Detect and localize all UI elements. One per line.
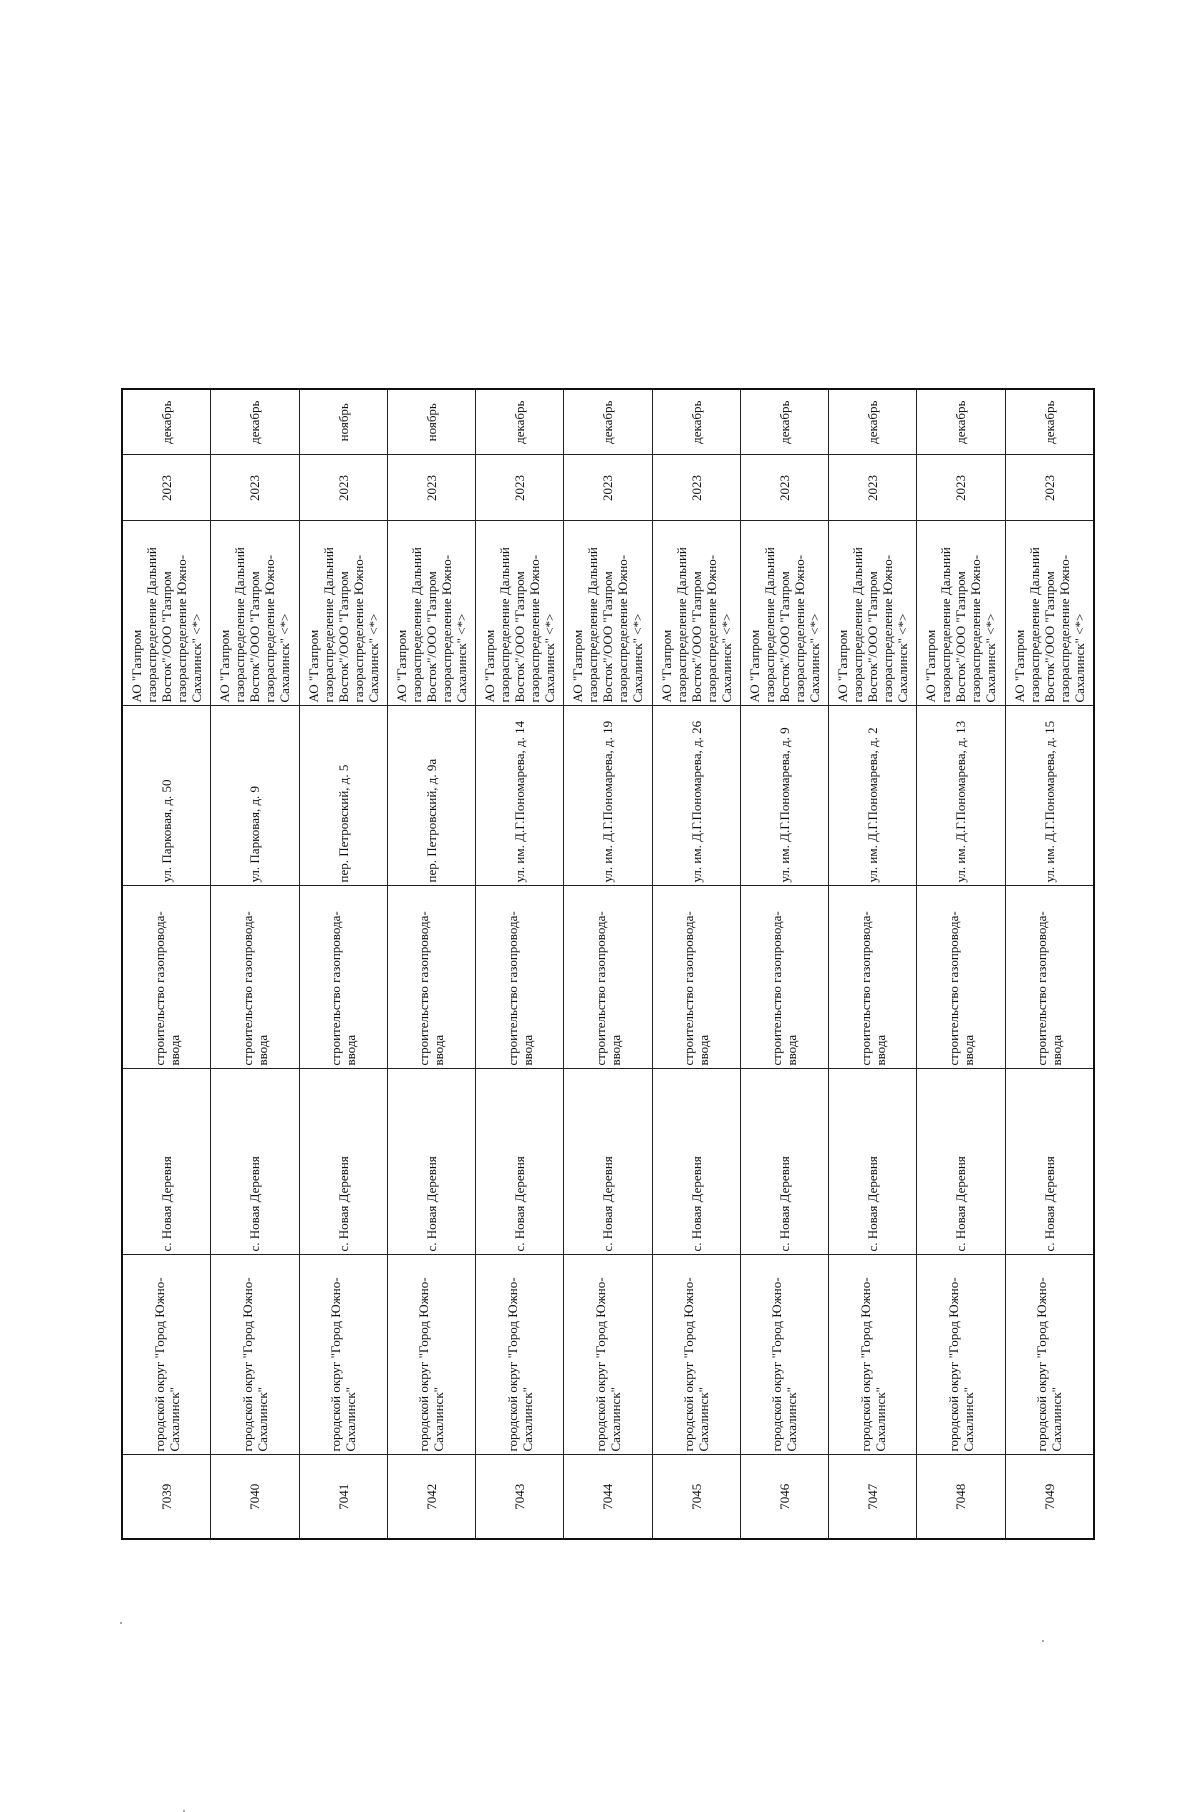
table-body: [122, 389, 1094, 1539]
scan-speck: [1042, 1640, 1044, 1642]
month-cell: декабрь: [829, 389, 917, 455]
row-number: 7044: [564, 1455, 652, 1539]
district-cell: городской округ "Город Южно-Сахалинск": [476, 1255, 564, 1455]
table-row: [211, 389, 299, 1539]
month-cell: декабрь: [122, 389, 211, 455]
row-number: 7039: [122, 1455, 211, 1539]
address-cell: ул. им. Д.Г.Пономарева, д. 26: [652, 706, 740, 886]
operator-cell: АО "Газпром газораспределение Дальний Восток"/ООО "Газпром газораспределение Южно-Сахалинск" <*>: [829, 521, 917, 706]
table-row: [1005, 389, 1094, 1539]
row-number: 7042: [387, 1455, 475, 1539]
table-row: [740, 389, 828, 1539]
locality-cell: с. Новая Деревня: [917, 1069, 1005, 1255]
district-cell: городской округ "Город Южно-Сахалинск": [917, 1255, 1005, 1455]
month-cell: ноябрь: [299, 389, 387, 455]
row-number: 7041: [299, 1455, 387, 1539]
district-cell: городской округ "Город Южно-Сахалинск": [387, 1255, 475, 1455]
address-cell: ул. им. Д.Г.Пономарева, д. 14: [476, 706, 564, 886]
locality-cell: с. Новая Деревня: [476, 1069, 564, 1255]
district-cell: городской округ "Город Южно-Сахалинск": [829, 1255, 917, 1455]
month-cell: декабрь: [564, 389, 652, 455]
operator-cell: АО "Газпром газораспределение Дальний Восток"/ООО "Газпром газораспределение Южно-Сахалинск" <*>: [476, 521, 564, 706]
table-row: [122, 389, 211, 1539]
district-cell: городской округ "Город Южно-Сахалинск": [211, 1255, 299, 1455]
district-cell: городской округ "Город Южно-Сахалинск": [564, 1255, 652, 1455]
address-cell: пер. Петровский, д. 9а: [387, 706, 475, 886]
row-number: 7043: [476, 1455, 564, 1539]
operator-cell: АО "Газпром газораспределение Дальний Восток"/ООО "Газпром газораспределение Южно-Сахалинск" <*>: [387, 521, 475, 706]
table-row: [299, 389, 387, 1539]
locality-cell: с. Новая Деревня: [387, 1069, 475, 1255]
year-cell: 2023: [299, 455, 387, 521]
year-cell: 2023: [122, 455, 211, 521]
district-cell: городской округ "Город Южно-Сахалинск": [299, 1255, 387, 1455]
month-cell: декабрь: [1005, 389, 1094, 455]
month-cell: декабрь: [652, 389, 740, 455]
locality-cell: с. Новая Деревня: [652, 1069, 740, 1255]
work-type-cell: строительство газопровода-ввода: [122, 886, 211, 1069]
year-cell: 2023: [564, 455, 652, 521]
year-cell: 2023: [211, 455, 299, 521]
row-number: 7048: [917, 1455, 1005, 1539]
district-cell: городской округ "Город Южно-Сахалинск": [122, 1255, 211, 1455]
row-number: 7046: [740, 1455, 828, 1539]
year-cell: 2023: [652, 455, 740, 521]
work-type-cell: строительство газопровода-ввода: [740, 886, 828, 1069]
table-row: [387, 389, 475, 1539]
operator-cell: АО "Газпром газораспределение Дальний Восток"/ООО "Газпром газораспределение Южно-Сахалинск" <*>: [917, 521, 1005, 706]
table-row: [917, 389, 1005, 1539]
gas-pipeline-register-table: [121, 388, 1095, 1540]
operator-cell: АО "Газпром газораспределение Дальний Восток"/ООО "Газпром газораспределение Южно-Сахалинск" <*>: [564, 521, 652, 706]
table-row: [564, 389, 652, 1539]
month-cell: декабрь: [476, 389, 564, 455]
address-cell: ул. им. Д.Г.Пономарева, д. 2: [829, 706, 917, 886]
work-type-cell: строительство газопровода-ввода: [476, 886, 564, 1069]
work-type-cell: строительство газопровода-ввода: [564, 886, 652, 1069]
locality-cell: с. Новая Деревня: [740, 1069, 828, 1255]
table-row: [476, 389, 564, 1539]
year-cell: 2023: [387, 455, 475, 521]
rotated-table-wrapper: [121, 390, 1095, 1540]
row-number: 7049: [1005, 1455, 1094, 1539]
locality-cell: с. Новая Деревня: [1005, 1069, 1094, 1255]
scan-speck: [120, 1622, 122, 1624]
work-type-cell: строительство газопровода-ввода: [211, 886, 299, 1069]
work-type-cell: строительство газопровода-ввода: [829, 886, 917, 1069]
row-number: 7040: [211, 1455, 299, 1539]
district-cell: городской округ "Город Южно-Сахалинск": [740, 1255, 828, 1455]
address-cell: пер. Петровский, д. 5: [299, 706, 387, 886]
month-cell: декабрь: [740, 389, 828, 455]
locality-cell: с. Новая Деревня: [211, 1069, 299, 1255]
year-cell: 2023: [1005, 455, 1094, 521]
operator-cell: АО "Газпром газораспределение Дальний Восток"/ООО "Газпром газораспределение Южно-Сахалинск" <*>: [652, 521, 740, 706]
month-cell: декабрь: [211, 389, 299, 455]
operator-cell: АО "Газпром газораспределение Дальний Восток"/ООО "Газпром газораспределение Южно-Сахалинск" <*>: [122, 521, 211, 706]
locality-cell: с. Новая Деревня: [829, 1069, 917, 1255]
address-cell: ул. Парковая, д. 9: [211, 706, 299, 886]
work-type-cell: строительство газопровода-ввода: [387, 886, 475, 1069]
address-cell: ул. им. Д.Г.Пономарева, д. 15: [1005, 706, 1094, 886]
district-cell: городской округ "Город Южно-Сахалинск": [652, 1255, 740, 1455]
year-cell: 2023: [476, 455, 564, 521]
row-number: 7045: [652, 1455, 740, 1539]
work-type-cell: строительство газопровода-ввода: [917, 886, 1005, 1069]
month-cell: декабрь: [917, 389, 1005, 455]
operator-cell: АО "Газпром газораспределение Дальний Восток"/ООО "Газпром газораспределение Южно-Сахалинск" <*>: [740, 521, 828, 706]
address-cell: ул. им. Д.Г.Пономарева, д. 19: [564, 706, 652, 886]
operator-cell: АО "Газпром газораспределение Дальний Восток"/ООО "Газпром газораспределение Южно-Сахалинск" <*>: [211, 521, 299, 706]
table-row: [652, 389, 740, 1539]
address-cell: ул. им. Д.Г.Пономарева, д. 13: [917, 706, 1005, 886]
operator-cell: АО "Газпром газораспределение Дальний Восток"/ООО "Газпром газораспределение Южно-Сахалинск" <*>: [1005, 521, 1094, 706]
locality-cell: с. Новая Деревня: [299, 1069, 387, 1255]
district-cell: городской округ "Город Южно-Сахалинск": [1005, 1255, 1094, 1455]
locality-cell: с. Новая Деревня: [122, 1069, 211, 1255]
locality-cell: с. Новая Деревня: [564, 1069, 652, 1255]
year-cell: 2023: [829, 455, 917, 521]
work-type-cell: строительство газопровода-ввода: [299, 886, 387, 1069]
address-cell: ул. Парковая, д. 50: [122, 706, 211, 886]
work-type-cell: строительство газопровода-ввода: [652, 886, 740, 1069]
operator-cell: АО "Газпром газораспределение Дальний Восток"/ООО "Газпром газораспределение Южно-Сахалинск" <*>: [299, 521, 387, 706]
month-cell: ноябрь: [387, 389, 475, 455]
year-cell: 2023: [917, 455, 1005, 521]
year-cell: 2023: [740, 455, 828, 521]
address-cell: ул. им. Д.Г.Пономарева, д. 9: [740, 706, 828, 886]
table-row: [829, 389, 917, 1539]
work-type-cell: строительство газопровода-ввода: [1005, 886, 1094, 1069]
row-number: 7047: [829, 1455, 917, 1539]
